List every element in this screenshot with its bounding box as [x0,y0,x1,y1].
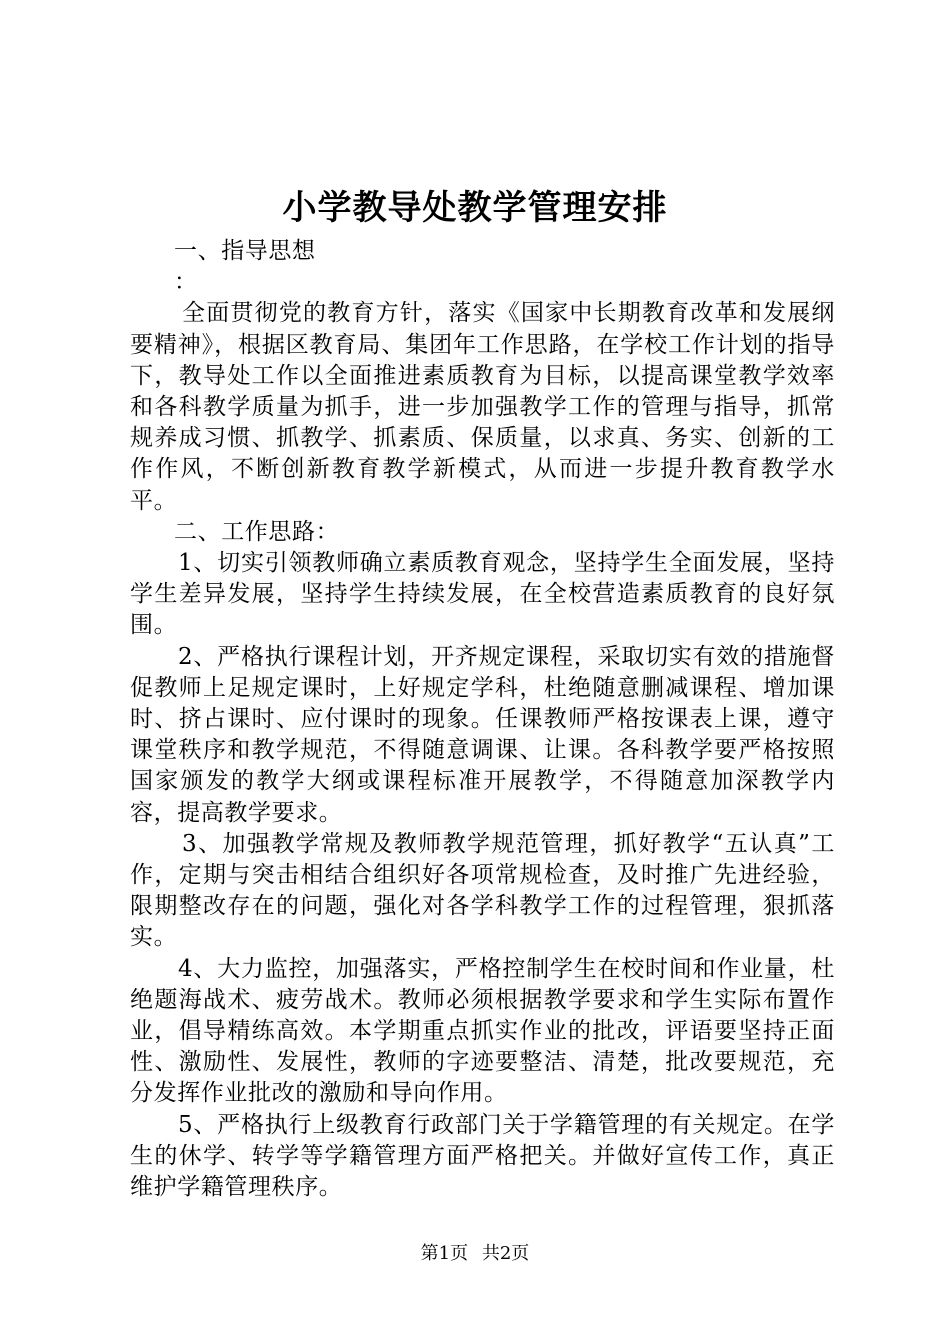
paragraph-item-3: 3、加强教学常规及教师教学规范管理，抓好教学“五认真”工作，定期与突击相结合组织好各项常规检查，及时推广先进经验，限期整改存在的问题，强化对各学科教学工作的过程管理，狠抓落实。 [130,830,835,951]
paragraph-item-1: 1、切实引领教师确立素质教育观念，坚持学生全面发展，坚持学生差异发展，坚持学生持续发展，在全校营造素质教育的良好氛围。 [130,550,835,639]
paragraph-item-4: 4、大力监控，加强落实，严格控制学生在校时间和作业量，杜绝题海战术、疲劳战术。教师必须根据教学要求和学生实际布置作业，倡导精练高效。本学期重点抓实作业的批改，评语要坚持正面性、激励性、发展性，教师的字迹要整洁、清楚，批改要规范，充分发挥作业批改的激励和导向作用。 [130,955,835,1107]
document-body [130,236,835,1203]
section-heading-guiding-ideology: 一、指导思想 [174,238,316,264]
paragraph-guiding-ideology: 全面贯彻党的教育方针，落实《国家中长期教育改革和发展纲要精神》，根据区教育局、集团年工作思路，在学校工作计划的指导下，教导处工作以全面推进素质教育为目标，以提高课堂教学效率和各科教学质量为抓手，进一步加强教学工作的管理与指导，抓常规养成习惯、抓教学、抓素质、保质量，以求真、务实、创新的工作作风，不断创新教育教学新模式，从而进一步提升教育教学水平。 [130,300,835,514]
page-total: 共2页 [481,1243,530,1264]
stray-colon: ： [174,269,198,296]
section-heading-work-ideas: 二、工作思路： [174,518,340,545]
page-number: 第1页 [420,1243,469,1264]
document-title: 小学教导处教学管理安排 [282,188,668,228]
paragraph-item-2: 2、严格执行课程计划，开齐规定课程，采取切实有效的措施督促教师上足规定课时，上好规定学科，杜绝随意删减课程、增加课时、挤占课时、应付课时的现象。任课教师严格按课表上课，遵守课堂秩序和教学规范，不得随意调课、让课。各科教学要严格按照国家颁发的教学大纲或课程标准开展教学，不得随意加深教学内容，提高教学要求。 [130,643,835,826]
paragraph-item-5: 5、严格执行上级教育行政部门关于学籍管理的有关规定。在学生的休学、转学等学籍管理方面严格把关。并做好宣传工作，真正维护学籍管理秩序。 [130,1111,835,1201]
page-footer [0,1242,950,1266]
